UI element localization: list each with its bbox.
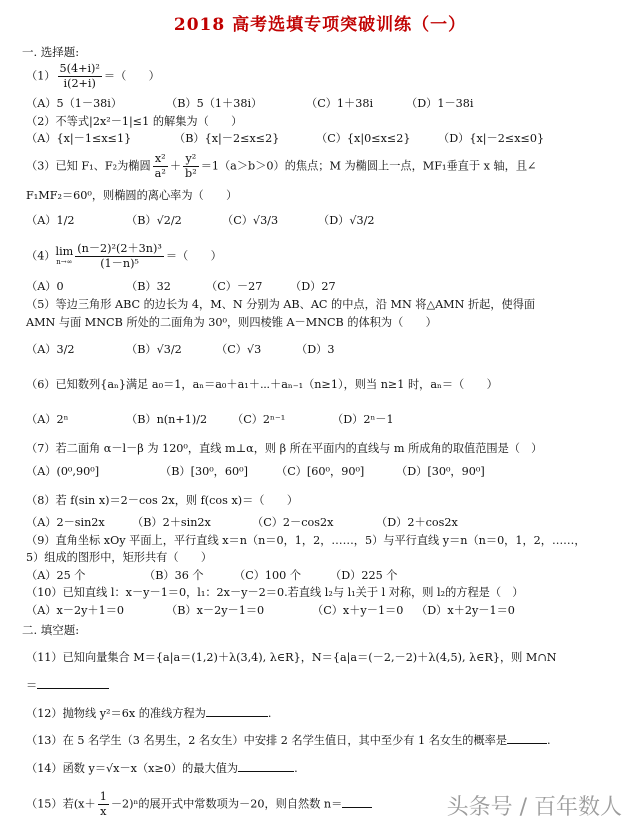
q4-option-c: （C）－27: [206, 280, 263, 293]
question-2: （2）不等式|2x²－1|≤1 的解集为（ ）: [26, 115, 243, 128]
watermark-text: 头条号 / 百年数人: [446, 795, 622, 820]
q10-option-c: （C）x＋y－1＝0: [312, 604, 404, 617]
q7-option-c: （C）[60⁰，90⁰]: [276, 465, 365, 478]
q8-option-c: （C）2－cos2x: [252, 516, 334, 529]
question-11: （11）已知向量集合 M＝{a|a＝(1,2)＋λ(3,4), λ∈R}，N＝{a|a＝(－2,－2)＋λ(4,5), λ∈R}，则 M∩N: [26, 651, 557, 664]
question-13: （13）在 5 名学生（3 名男生，2 名女生）中安排 2 名学生值日，其中至少有 1 名女生的概率是 .: [26, 734, 551, 747]
q9-option-a: （A）25 个: [26, 569, 86, 582]
q10-option-b: （B）x－2y－1＝0: [166, 604, 265, 617]
q10-option-a: （A）x－2y＋1＝0: [26, 604, 125, 617]
q6-option-d: （D）2ⁿ－1: [332, 413, 394, 426]
section-choice-heading: 一. 选择题:: [22, 45, 80, 59]
q11-answer-blank[interactable]: [37, 677, 109, 689]
q7-option-a: （A）(0⁰,90⁰]: [26, 465, 100, 478]
q3-option-a: （A）1/2: [26, 214, 75, 227]
q1-fraction: $\frac{\text{5(4+i)²}}{i(2+i)}$: [59, 62, 100, 90]
question-12: （12）抛物线 y²＝6x 的准线方程为 .: [26, 707, 272, 720]
question-1: （1） $\frac{\text{5(4+i)²}}{i(2+i)}$ ＝（ ）: [26, 62, 160, 90]
q10-option-d: （D）x＋2y－1＝0: [416, 604, 515, 617]
question-14: （14）函数 y＝√x－x（x≥0）的最大值为 .: [26, 762, 298, 775]
q13-answer-blank[interactable]: [507, 732, 547, 744]
q4-option-a: （A）0: [26, 280, 64, 293]
q5-option-d: （D）3: [296, 343, 335, 356]
q12-answer-blank[interactable]: [206, 705, 268, 717]
q5-option-c: （C）√3: [216, 343, 262, 356]
q3-option-b: （B）√2/2: [126, 214, 182, 227]
q6-option-c: （C）2ⁿ⁻¹: [232, 413, 286, 426]
q1-option-b: （B）5（1＋38i）: [166, 97, 263, 110]
q4-option-b: （B）32: [126, 280, 171, 293]
question-8: （8）若 f(sin x)＝2－cos 2x，则 f(cos x)＝（ ）: [26, 494, 299, 507]
q14-answer-blank[interactable]: [238, 760, 294, 772]
q6-option-b: （B）n(n+1)/2: [126, 413, 208, 426]
q1-option-c: （C）1＋38i: [306, 97, 374, 110]
question-7: （7）若二面角 α－l－β 为 120⁰，直线 m⊥α，则 β 所在平面内的直线与 m 所成角的取值范围是（ ）: [26, 442, 543, 455]
question-9-line2: 5）组成的图形中，矩形共有（ ）: [26, 551, 213, 564]
question-10: （10）已知直线 l：x－y－1＝0，l₁：2x－y－2＝0.若直线 l₂与 l₁关于 l 对称，则 l₂的方程是（ ）: [26, 586, 524, 599]
q2-option-b: （B）{x|－2≤x≤2}: [174, 132, 280, 145]
q8-option-b: （B）2＋sin2x: [132, 516, 211, 529]
question-5: （5）等边三角形 ABC 的边长为 4，M、N 分别为 AB、AC 的中点，沿 MN 将△AMN 折起，使得面: [26, 298, 536, 311]
question-4: （4）lim n→∞ $\frac{\text{(n－2)²(2＋3n)³}}{\text{(1－n)⁵}}$ ＝（ ）: [26, 242, 222, 270]
q2-option-c: （C）{x|0≤x≤2}: [316, 132, 411, 145]
section-fill-heading: 二. 填空题:: [22, 623, 80, 637]
q3-option-d: （D）√3/2: [318, 214, 375, 227]
q6-option-a: （A）2ⁿ: [26, 413, 69, 426]
question-5-line2: AMN 与面 MNCB 所处的二面角为 30⁰，则四棱锥 A－MNCB 的体积为（ ）: [26, 316, 437, 329]
q4-option-d: （D）27: [290, 280, 336, 293]
q15-answer-blank[interactable]: [342, 796, 372, 808]
question-11-line2: ＝: [26, 677, 109, 694]
q1-option-d: （D）1－38i: [406, 97, 474, 110]
q7-option-b: （B）[30⁰，60⁰]: [160, 465, 248, 478]
question-15: （15）若(x＋ $\frac{1}{x}$ －2)ⁿ的展开式中常数项为－20，则自然数 n＝: [26, 790, 372, 819]
question-3: （3）已知 F₁、F₂为椭圆 $\frac{\text{x²}}{\text{a²}}$ ＋ $\frac{\text{y²}}{\text{b²}}$ ＝1（a＞b＞0）的焦点；M 为椭圆上一点，MF₁垂直于 x 轴，且∠: [26, 152, 537, 180]
q8-option-a: （A）2－sin2x: [26, 516, 105, 529]
q1-option-a: （A）5（1－38i）: [26, 97, 123, 110]
q8-option-d: （D）2＋cos2x: [376, 516, 458, 529]
q7-option-d: （D）[30⁰，90⁰]: [396, 465, 485, 478]
question-9: （9）直角坐标 xOy 平面上，平行直线 x＝n（n＝0，1，2，……，5）与平行直线 y＝n（n＝0，1，2，……，: [26, 534, 586, 547]
q2-option-a: （A）{x|－1≤x≤1}: [26, 132, 132, 145]
q9-option-d: （D）225 个: [330, 569, 398, 582]
q5-option-b: （B）√3/2: [126, 343, 182, 356]
question-3-line2: F₁MF₂＝60⁰，则椭圆的离心率为（ ）: [26, 189, 238, 202]
q5-option-a: （A）3/2: [26, 343, 75, 356]
page-title: 2018 高考选填专项突破训练（一）: [173, 15, 467, 35]
q2-option-d: （D）{x|－2≤x≤0}: [438, 132, 545, 145]
q9-option-b: （B）36 个: [144, 569, 204, 582]
question-6: （6）已知数列{aₙ}满足 a₀＝1，aₙ＝a₀＋a₁＋⋯＋aₙ₋₁（n≥1），则当 n≥1 时，aₙ＝（ ）: [26, 378, 498, 391]
q3-option-c: （C）√3/3: [222, 214, 279, 227]
q9-option-c: （C）100 个: [234, 569, 302, 582]
